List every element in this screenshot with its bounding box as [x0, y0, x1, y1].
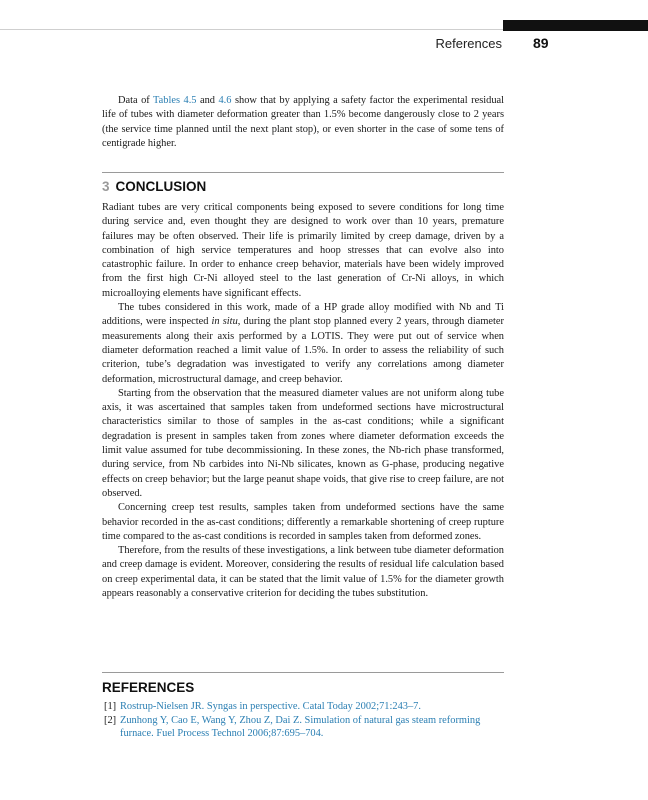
conclusion-paragraph-4: Concerning creep test results, samples taken from undeformed sections have the same behavior recorded in the as-cast conditions; differently a remarkable shortening of creep rupture time compared to the as-cast conditions is recorded in samples taken from deformed zones.	[102, 502, 504, 542]
conclusion-paragraph-5: Therefore, from the results of these investigations, a link between tube diameter deformation and creep damage is evident. Moreover, considering the results of residual life calculation based on creep experimental data, it can be stated that the limit value of 1.5% for the diameter growth appears reasonably a conservative criterion for deciding the tubes substitution.	[102, 545, 504, 600]
reference-item[interactable]	[104, 700, 504, 714]
section-heading	[102, 179, 206, 194]
header-bar	[503, 20, 648, 31]
intro-paragraph	[102, 94, 504, 151]
intro-text-end: show that by applying a safety factor the experimental residual life of tubes with diameter deformation greater than 1.5% become dangerously close to 2 years (the service time planned until the next plant stop), or even shorter in the case of some tens of centigrade higher.	[102, 95, 505, 149]
conclusion-paragraph-1: Radiant tubes are very critical components being exposed to severe conditions for long time during service and, even thought they are designed to work over than 10 years, premature failures may be often observed. Their life is primarily limited by creep damage, driven by a combination of high service temperatures and hoop stresses that can evolve also into catastrophic failure. In order to enhance creep behavior, materials have been widely improved from the first high Cr-Ni alloyed steel to the last generation of Cr-Ni alloys, in which microalloying elements have significant effects.	[102, 202, 504, 299]
header-rule	[0, 29, 503, 30]
intro-paragraph-block	[102, 94, 504, 151]
p2-italic-in-situ: in situ	[211, 316, 238, 328]
table-link-4-6[interactable]: 4.6	[218, 95, 232, 106]
section-title: CONCLUSION	[115, 179, 207, 194]
p2-text-end: , during the plant stop planned every 2 years, through diameter measurements along their axis performed by a LOTIS. They were put out of service when diameter deformation reached a limit value of 1.5%. In order to assess the reliability of such criterion, tube’s degradation was investigated to verify any correlations among diameter deformation, microstructural damage, and creep behavior.	[102, 316, 504, 385]
reference-label: [1]	[104, 701, 117, 712]
references-divider	[102, 672, 504, 673]
running-head: References	[435, 36, 502, 51]
references-list	[104, 700, 504, 741]
section-number: 3	[102, 179, 110, 194]
conclusion-paragraph-3: Starting from the observation that the measured diameter values are not uniform along tube axis, it was ascertained that samples taken from undeformed sections have microstructural characteristics similar to those of samples in the as-cast conditions; while a significant degradation is present in samples taken from zones where diameter deformation exceeds the limit value assumed for tube decommissioning. In these zones, the Nb-rich phase transformed, during service, from Nb carbides into Ni-Nb silicates, known as G-phase, producing negative effects on creep behavior; but the large peanut shape voids, that give rise to creep failure, are not observed.	[102, 387, 504, 499]
reference-link[interactable]: Rostrup-Nielsen JR. Syngas in perspective. Catal Today 2002;71:243–7.	[120, 701, 421, 712]
p2-text-start: The tubes considered in this work, made of a HP grade alloy modified with Nb and Ti additions, were inspected	[102, 302, 504, 328]
reference-label: [2]	[104, 714, 117, 726]
table-link-4-5[interactable]: Tables 4.5	[153, 95, 197, 106]
page-number: 89	[533, 35, 549, 51]
reference-item[interactable]	[104, 714, 504, 741]
intro-text-start: Data of	[118, 95, 154, 106]
references-heading: REFERENCES	[102, 680, 195, 695]
intro-text-and: and	[196, 95, 219, 106]
conclusion-body	[102, 201, 504, 601]
reference-link[interactable]: Zunhong Y, Cao E, Wang Y, Zhou Z, Dai Z. Simulation of natural gas steam reforming furnace. Fuel Process Technol 2006;87:695–704.	[120, 714, 481, 739]
section-divider	[102, 172, 504, 173]
conclusion-paragraph-2	[102, 301, 504, 387]
